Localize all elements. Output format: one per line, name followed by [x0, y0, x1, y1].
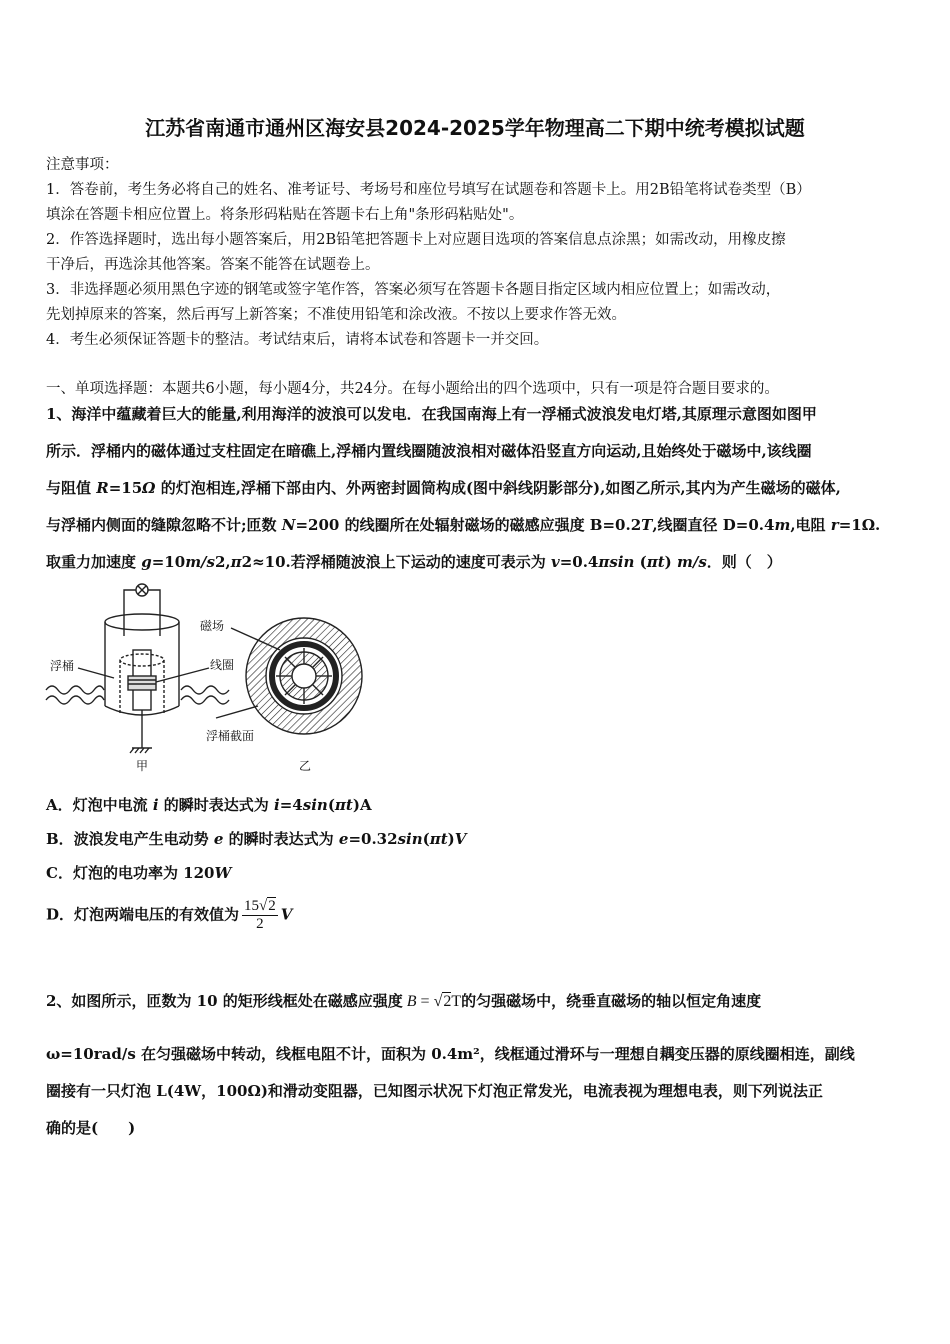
- section-heading: 一、单项选择题：本题共6小题，每小题4分，共24分。在每小题给出的四个选项中，只有一项是符合题目要求的。: [46, 381, 779, 397]
- notice-line: 2．作答选择题时，选出每小题答案后，用2B铅笔把答题卡上对应题目选项的答案信息点涂黑；如需改动，用橡皮擦: [46, 232, 786, 248]
- label-jia: 甲: [136, 759, 149, 773]
- option-c[interactable]: C．灯泡的电功率为 120W: [46, 864, 232, 882]
- question-2-text: 确的是( ): [46, 1119, 136, 1137]
- question-2-text: ω=10rad/s 在匀强磁场中转动，线框电阻不计，面积为 0.4m²，线框通过滑环与一理想自耦变压器的原线圈相连，副线: [46, 1045, 855, 1063]
- fraction: $\frac{15√2}{2}$: [244, 898, 276, 932]
- notice-line: 4．考生必须保证答题卡的整洁。考试结束后，请将本试卷和答题卡一并交回。: [46, 332, 549, 348]
- figure-yi: [216, 618, 362, 734]
- question-2-text: 2、如图所示，匝数为 10 的矩形线框处在磁感应强度 B = √2T的匀强磁场中，绕垂直磁场的轴以恒定角速度: [46, 992, 762, 1010]
- question-1-text: 1、海洋中蕴藏着巨大的能量,利用海洋的波浪可以发电．在我国南海上有一浮桶式波浪发电灯塔,其原理示意图如图甲: [46, 405, 817, 423]
- question-1-text: 与阻值 R=15Ω 的灯泡相连,浮桶下部由内、外两密封圆筒构成(图中斜线阴影部分),如图乙所示,其内为产生磁场的磁体,: [46, 479, 841, 497]
- question-2-text: 圈接有一只灯泡 L(4W，100Ω)和滑动变阻器，已知图示状况下灯泡正常发光，电流表视为理想电表，则下列说法正: [46, 1082, 823, 1100]
- label-xianquan: 线圈: [210, 658, 235, 672]
- notice-line: 1．答卷前，考生务必将自己的姓名、准考证号、考场号和座位号填写在试题卷和答题卡上。用2B铅笔将试卷类型（B）: [46, 182, 811, 198]
- notice-line: 3．非选择题必须用黑色字迹的钢笔或签字笔作答，答案必须写在答题卡各题目指定区域内相应位置上；如需改动，: [46, 282, 781, 298]
- question-1-text: 所示．浮桶内的磁体通过支柱固定在暗礁上,浮桶内置线圈随波浪相对磁体沿竖直方向运动,且始终处于磁场中,该线圈: [46, 442, 812, 460]
- page-title: 江苏省南通市通州区海安县2024-2025学年物理高二下期中统考模拟试题: [145, 116, 805, 140]
- wave-generator-figure: [44, 578, 374, 774]
- question-1-text: 与浮桶内侧面的缝隙忽略不计;匝数 N=200 的线圈所在处辐射磁场的磁感应强度 B=0.2T,线圈直径 D=0.4m,电阻 r=1Ω.: [46, 516, 881, 534]
- notice-line: 干净后，再选涂其他答案。答案不能答在试题卷上。: [46, 257, 380, 273]
- option-b[interactable]: B．波浪发电产生电动势 e 的瞬时表达式为 e=0.32sin(πt)V: [46, 830, 467, 848]
- notice-line: 先划掉原来的答案，然后再写上新答案；不准使用铅笔和涂改液。不按以上要求作答无效。: [46, 307, 626, 323]
- label-jiemian: 浮桶截面: [206, 729, 255, 743]
- option-a[interactable]: A．灯泡中电流 i 的瞬时表达式为 i=4sin(πt)A: [46, 796, 372, 814]
- question-1-text: 取重力加速度 g=10m/s2,π2≈10.若浮桶随波浪上下运动的速度可表示为 v=0.4πsin (πt) m/s．则（ ）: [46, 553, 782, 571]
- label-cichang: 磁场: [200, 619, 225, 633]
- notice-heading: 注意事项：: [46, 157, 119, 173]
- option-d[interactable]: D．灯泡两端电压的有效值为 $\frac{15√2}{2}$ V: [46, 898, 293, 932]
- label-fu: 浮桶: [50, 659, 75, 673]
- notice-line: 填涂在答题卡相应位置上。将条形码粘贴在答题卡右上角"条形码粘贴处"。: [46, 207, 524, 223]
- label-yi: 乙: [299, 759, 312, 773]
